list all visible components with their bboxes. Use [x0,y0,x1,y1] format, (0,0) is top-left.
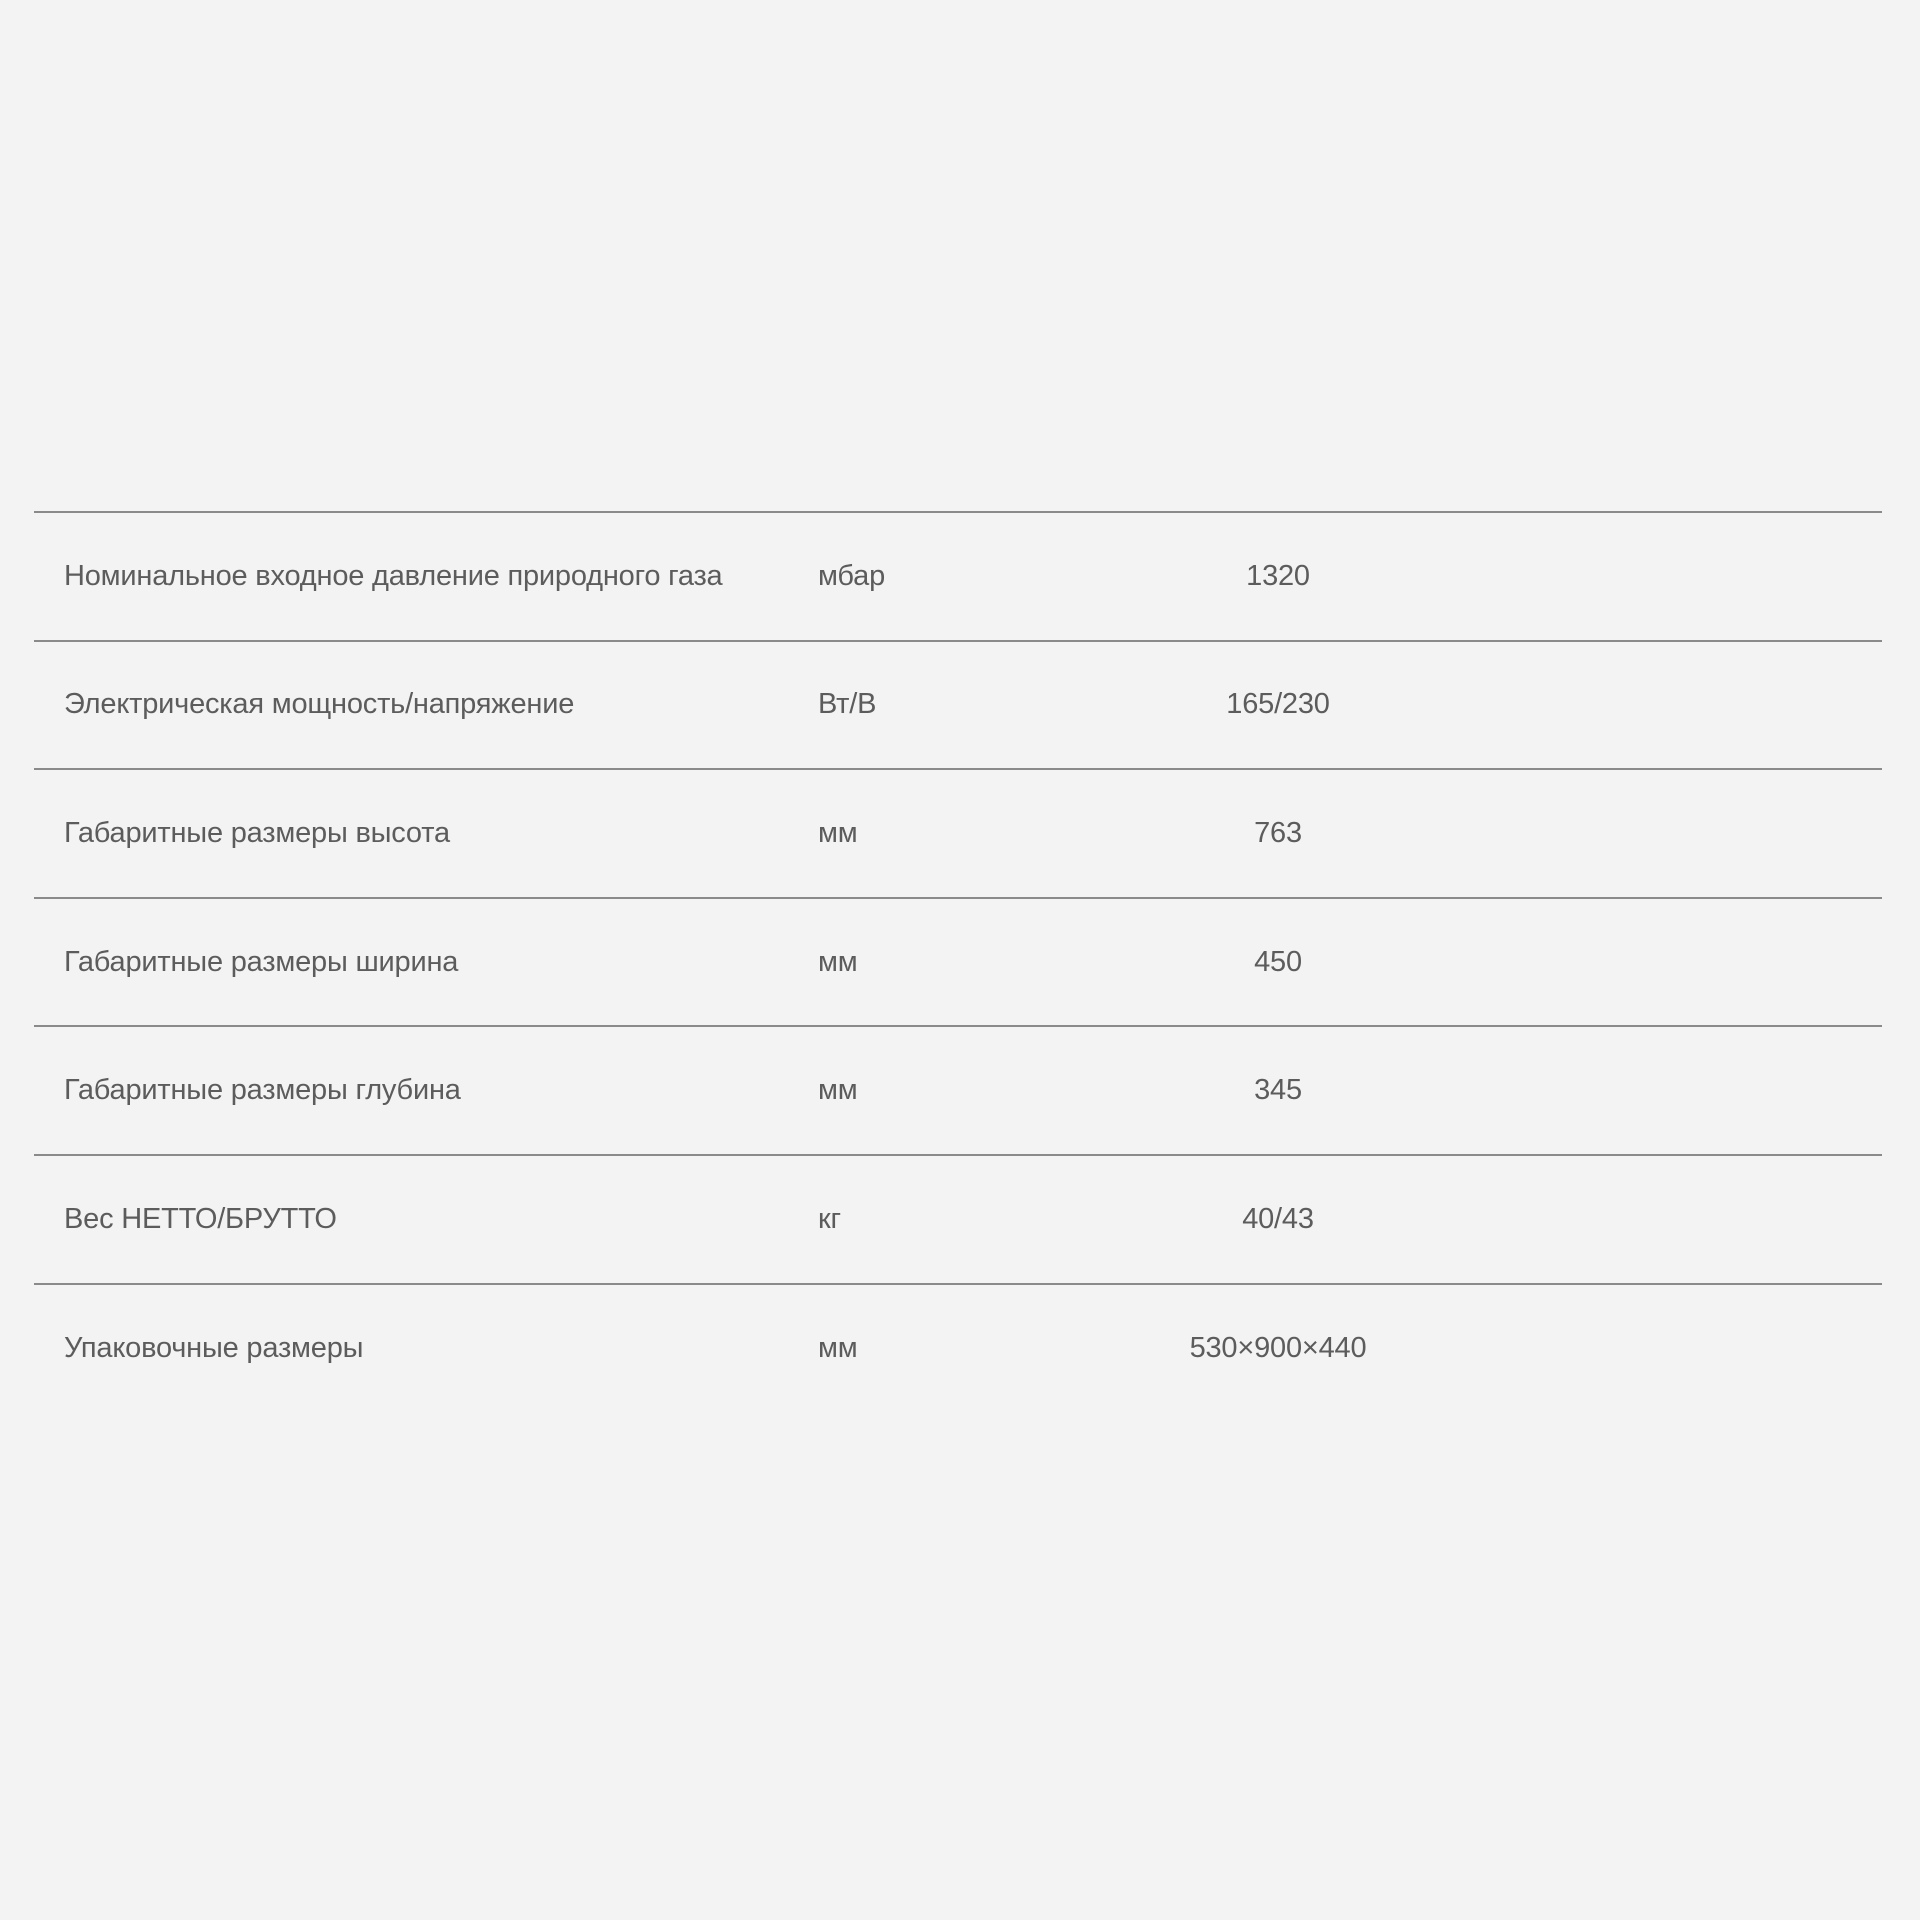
spec-value: 345 [1254,1074,1302,1107]
spec-name: Габаритные размеры ширина [64,945,459,978]
spec-value: 530×900×440 [1189,1332,1367,1365]
spec-row-depth [34,1027,1882,1156]
spec-unit: мм [818,816,858,849]
spec-name: Габаритные размеры высота [64,816,450,849]
spec-value: 763 [1254,816,1302,849]
spec-value: 1320 [1246,559,1310,592]
spec-unit: Вт/В [818,688,877,721]
spec-row-package-size [34,1285,1882,1414]
spec-unit: мбар [818,559,886,592]
spec-value: 165/230 [1226,688,1330,721]
spec-unit: мм [818,945,858,978]
spec-row-gas-pressure [34,513,1882,642]
spec-row-width [34,899,1882,1028]
spec-value: 40/43 [1242,1202,1314,1235]
spec-value: 450 [1254,945,1302,978]
spec-unit: кг [818,1202,841,1235]
spec-row-electric-power [34,642,1882,771]
spec-unit: мм [818,1074,858,1107]
spec-row-height [34,770,1882,899]
spec-name: Габаритные размеры глубина [64,1074,461,1107]
spec-name: Электрическая мощность/напряжение [64,688,575,721]
spec-row-weight [34,1156,1882,1285]
spec-name: Упаковочные размеры [64,1332,364,1365]
spec-table [34,511,1882,1413]
spec-name: Номинальное входное давление природного газа [64,559,723,592]
spec-unit: мм [818,1332,858,1365]
spec-name: Вес НЕТТО/БРУТТО [64,1202,337,1235]
